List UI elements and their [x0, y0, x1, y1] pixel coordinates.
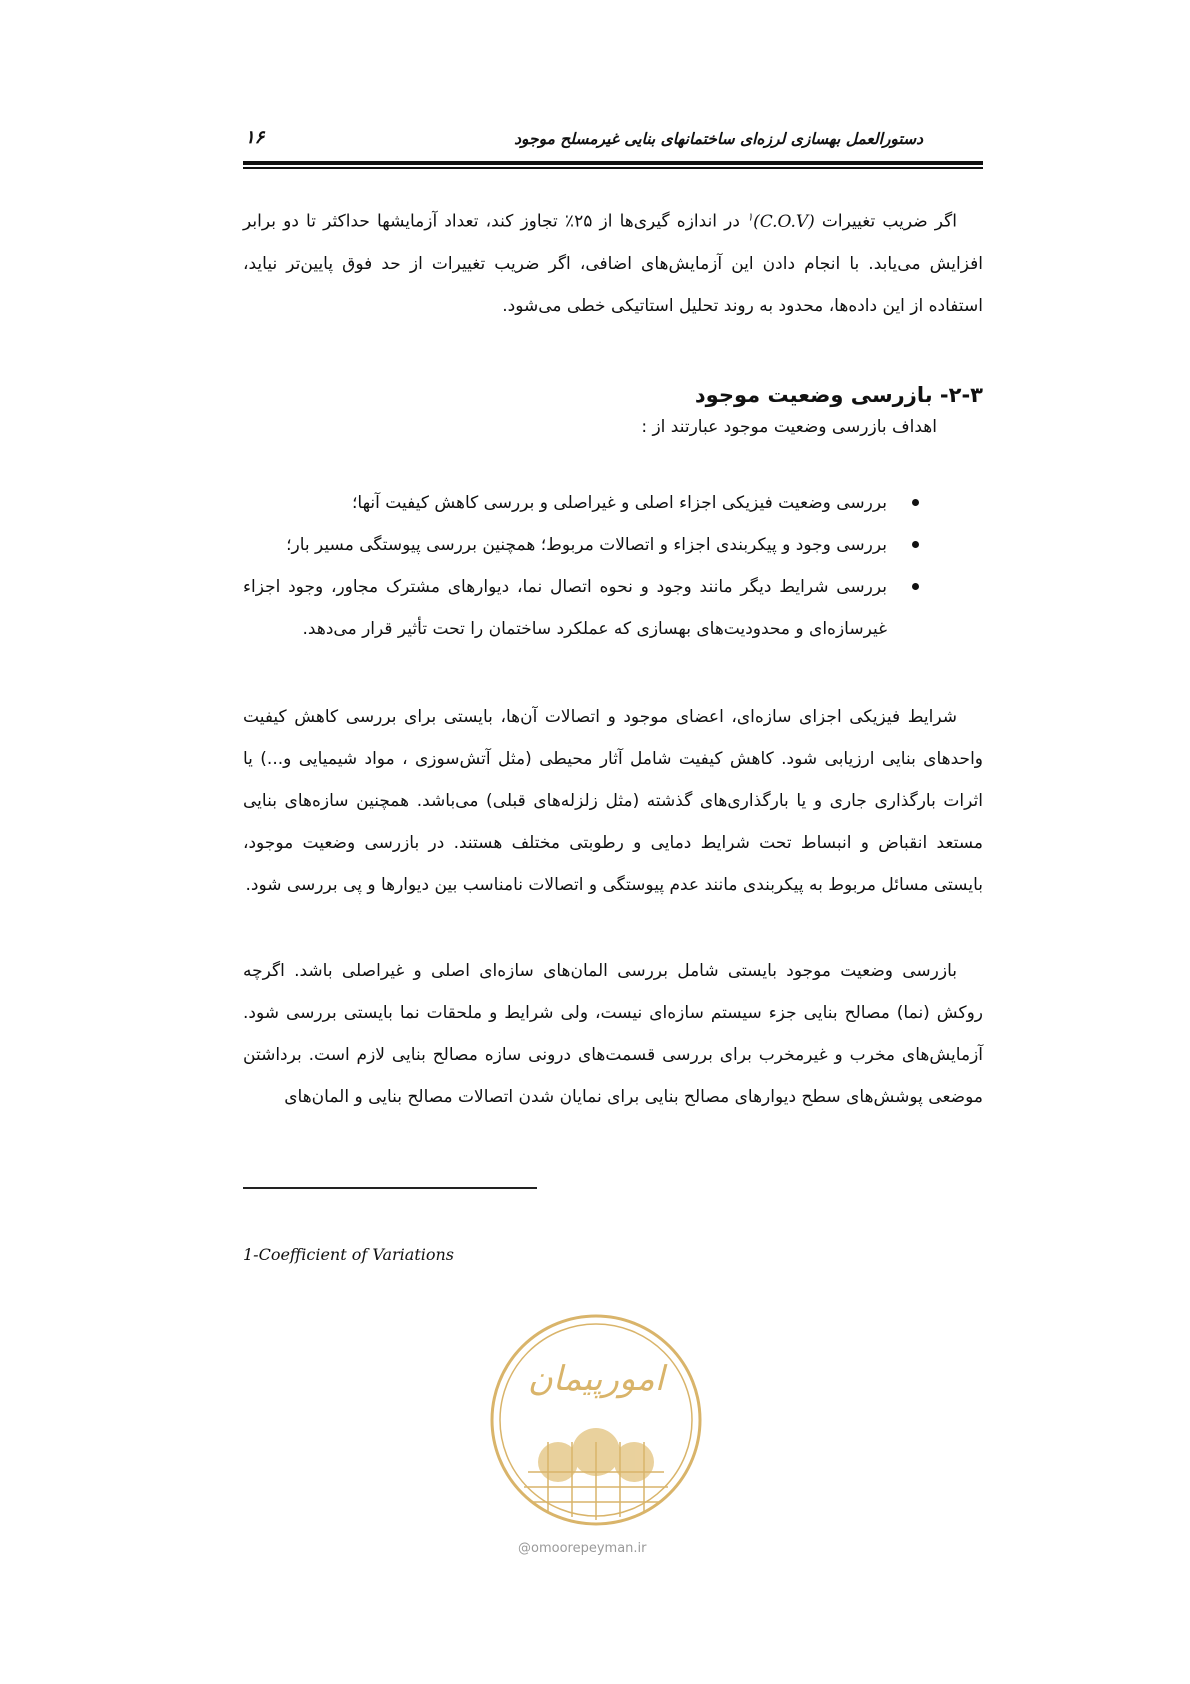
- running-title: دستورالعمل بهسازی لرزه‌ای ساختمانهای بنایی غیرمسلح موجود: [514, 129, 923, 148]
- running-header: [243, 123, 983, 159]
- paragraph-cov: [243, 196, 983, 327]
- list-item: [243, 566, 933, 650]
- bullet-icon: [912, 541, 919, 548]
- list-item: [243, 482, 933, 524]
- paragraph-cov-text: [243, 196, 983, 327]
- paragraph-inspection: [243, 950, 983, 1118]
- cov-term: (C.O.V): [753, 211, 815, 232]
- intro-block: [243, 406, 983, 448]
- watermark-url: @omoorepeyman.ir: [518, 1541, 647, 1556]
- section-heading: ۲-۳- بازرسی وضعیت موجود: [694, 383, 983, 407]
- cov-post: در اندازه گیری‌ها از ۲۵٪ تجاوز کند، تعداد آزمایشها حداکثر تا دو برابر افزایش می‌یابد. با انجام دادن این آزمایش‌های اضافی، اگر ضریب تغییرات از حد فوق پایین‌تر نیاید، استفاده از این داده‌ها، محدود به روند تحلیل استاتیکی خطی می‌شود.: [243, 211, 983, 316]
- cov-abbreviation: [747, 212, 815, 232]
- intro-text: اهداف بازرسی وضعیت موجود عبارتند از :: [641, 417, 937, 437]
- footnote-marker: ۱: [747, 210, 754, 223]
- watermark-logo-text: امورپیمان: [527, 1359, 665, 1399]
- bullet-icon: [912, 583, 919, 590]
- paragraph-physical-conditions: [243, 696, 983, 906]
- header-rule-thin: [243, 167, 983, 169]
- cov-pre: اگر ضریب تغییرات: [814, 211, 957, 232]
- page-number: ۱۶: [245, 127, 265, 148]
- objectives-list: [243, 482, 933, 650]
- list-item-text: بررسی وضعیت فیزیکی اجزاء اصلی و غیراصلی و بررسی کاهش کیفیت آنها؛: [352, 493, 887, 513]
- list-item-text: بررسی شرایط دیگر مانند وجود و نحوه اتصال نما، دیوارهای مشترک مجاور، وجود اجزاء غیرسازه‌ای و محدودیت‌های بهسازی که عملکرد ساختمان را تحت تأثیر قرار می‌دهد.: [243, 577, 887, 639]
- bullet-icon: [912, 499, 919, 506]
- header-rule-thick: [243, 161, 983, 165]
- watermark-logo-icon: [488, 1312, 704, 1528]
- footnote-text: 1-Coefficient of Variations: [243, 1245, 455, 1264]
- list-item-text: بررسی وجود و پیکربندی اجزاء و اتصالات مربوط؛ همچنین بررسی پیوستگی مسیر بار؛: [286, 535, 887, 555]
- paragraph-text: بازرسی وضعیت موجود بایستی شامل بررسی المان‌های سازه‌ای اصلی و غیراصلی باشد. اگرچه روکش (نما) مصالح بنایی جزء سیستم سازه‌ای نیست، ولی شرایط و ملحقات نما بایستی بررسی شود. آزمایش‌های مخرب و غیرمخرب برای بررسی قسمت‌های درونی سازه مصالح بنایی لازم است. برداشتن موضعی پوشش‌های سطح دیوارهای مصالح بنایی برای نمایان شدن اتصالات مصالح بنایی و المان‌های: [243, 961, 983, 1107]
- footnote-rule: [243, 1187, 537, 1189]
- paragraph-text: شرایط فیزیکی اجزای سازه‌ای، اعضای موجود و اتصالات آن‌ها، بایستی برای بررسی کاهش کیفیت واحدهای بنایی ارزیابی شود. کاهش کیفیت شامل آثار محیطی (مثل آتش‌سوزی ، مواد شیمیایی و...) یا اثرات بارگذاری جاری و یا بارگذاری‌های گذشته (مثل زلزله‌های قبلی) می‌باشد. همچنین سازه‌های بنایی مستعد انقباض و انبساط تحت شرایط دمایی و رطوبتی مختلف هستند. در بازرسی وضعیت موجود، بایستی مسائل مربوط به پیکربندی مانند عدم پیوستگی و اتصالات نامناسب بین دیوارها و پی بررسی شود.: [243, 707, 983, 895]
- list-item: [243, 524, 933, 566]
